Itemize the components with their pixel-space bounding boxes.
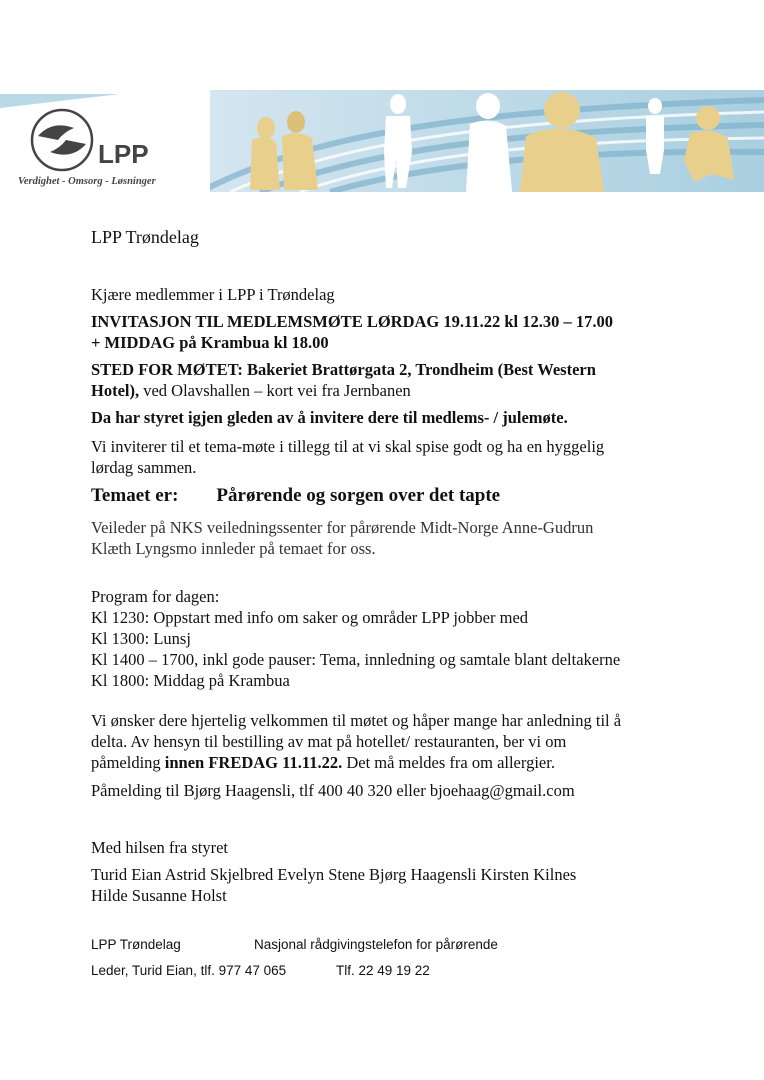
logo-text: LPP <box>98 139 149 169</box>
speaker-text <box>91 517 593 559</box>
greeting: Kjære medlemmer i LPP i Trøndelag <box>91 285 335 304</box>
intro-line1: Vi inviterer til et tema-møte i tillegg til at vi skal spise godt og ha en hyggelig <box>91 437 605 456</box>
program-item: Kl 1400 – 1700, inkl gode pauser: Tema, innledning og samtale blant deltakerne <box>91 650 621 669</box>
program-item: Kl 1230: Oppstart med info om saker og områder LPP jobber med <box>91 608 529 627</box>
invitation-line2: + MIDDAG på Krambua kl 18.00 <box>91 333 329 352</box>
welcome-line2: delta. Av hensyn til bestilling av mat på hotellet/ restauranten, ber vi om <box>91 732 567 751</box>
theme-heading <box>91 485 500 506</box>
welcome-text <box>91 710 621 773</box>
intro-line2: lørdag sammen. <box>91 458 197 477</box>
closing: Med hilsen fra styret <box>91 838 229 857</box>
program-heading: Program for dagen: <box>91 587 220 606</box>
invitation-line1: INVITASJON TIL MEDLEMSMØTE LØRDAG 19.11.22 kl 12.30 – 17.00 <box>91 312 613 331</box>
theme-label: Temaet er: <box>91 485 179 506</box>
footer-org: LPP Trøndelag <box>91 937 181 952</box>
speaker-line1: Veileder på NKS veiledningssenter for pårørende Midt-Norge Anne-Gudrun <box>91 518 594 537</box>
welcome-line3-pre: påmelding <box>91 753 165 772</box>
place-line1: STED FOR MØTET: Bakeriet Brattørgata 2, Trondheim (Best Western <box>91 360 596 379</box>
header-banner <box>0 90 764 192</box>
footer-phone: Tlf. 22 49 19 22 <box>336 963 430 978</box>
board-line1: Turid Eian Astrid Skjelbred Evelyn Stene Bjørg Haagensli Kirsten Kilnes <box>91 865 577 884</box>
welcome-line3-post: Det må meldes fra om allergier. <box>342 753 555 772</box>
page-title: LPP Trøndelag <box>91 227 199 247</box>
board-members <box>91 864 576 906</box>
program <box>91 586 620 691</box>
theme-value: Pårørende og sorgen over det tapte <box>216 485 501 506</box>
registration-deadline: innen FREDAG 11.11.22. <box>164 753 343 772</box>
registration-info: Påmelding til Bjørg Haagensli, tlf 400 40 320 eller bjoehaag@gmail.com <box>91 781 575 800</box>
program-item: Kl 1300: Lunsj <box>91 629 191 648</box>
joy-statement: Da har styret igjen gleden av å invitere dere til medlems- / julemøte. <box>91 408 568 427</box>
footer-helpline: Nasjonal rådgivingstelefon for pårørende <box>254 937 498 952</box>
place-line2-bold: Hotel), <box>91 381 140 400</box>
footer-leader: Leder, Turid Eian, tlf. 977 47 065 <box>91 963 287 978</box>
intro-text <box>91 436 604 478</box>
logo-tagline: Verdighet - Omsorg - Løsninger <box>18 176 156 187</box>
place-line2-rest: ved Olavshallen – kort vei fra Jernbanen <box>139 381 411 400</box>
invitation-heading <box>91 311 613 353</box>
board-line2: Hilde Susanne Holst <box>91 886 227 905</box>
figure-small-white <box>646 98 664 174</box>
meeting-place <box>91 359 596 401</box>
speaker-line2: Klæth Lyngsmo innleder på temaet for oss. <box>91 539 376 558</box>
program-item: Kl 1800: Middag på Krambua <box>91 671 290 690</box>
welcome-line1: Vi ønsker dere hjertelig velkommen til møtet og håper mange har anledning til å <box>91 711 622 730</box>
